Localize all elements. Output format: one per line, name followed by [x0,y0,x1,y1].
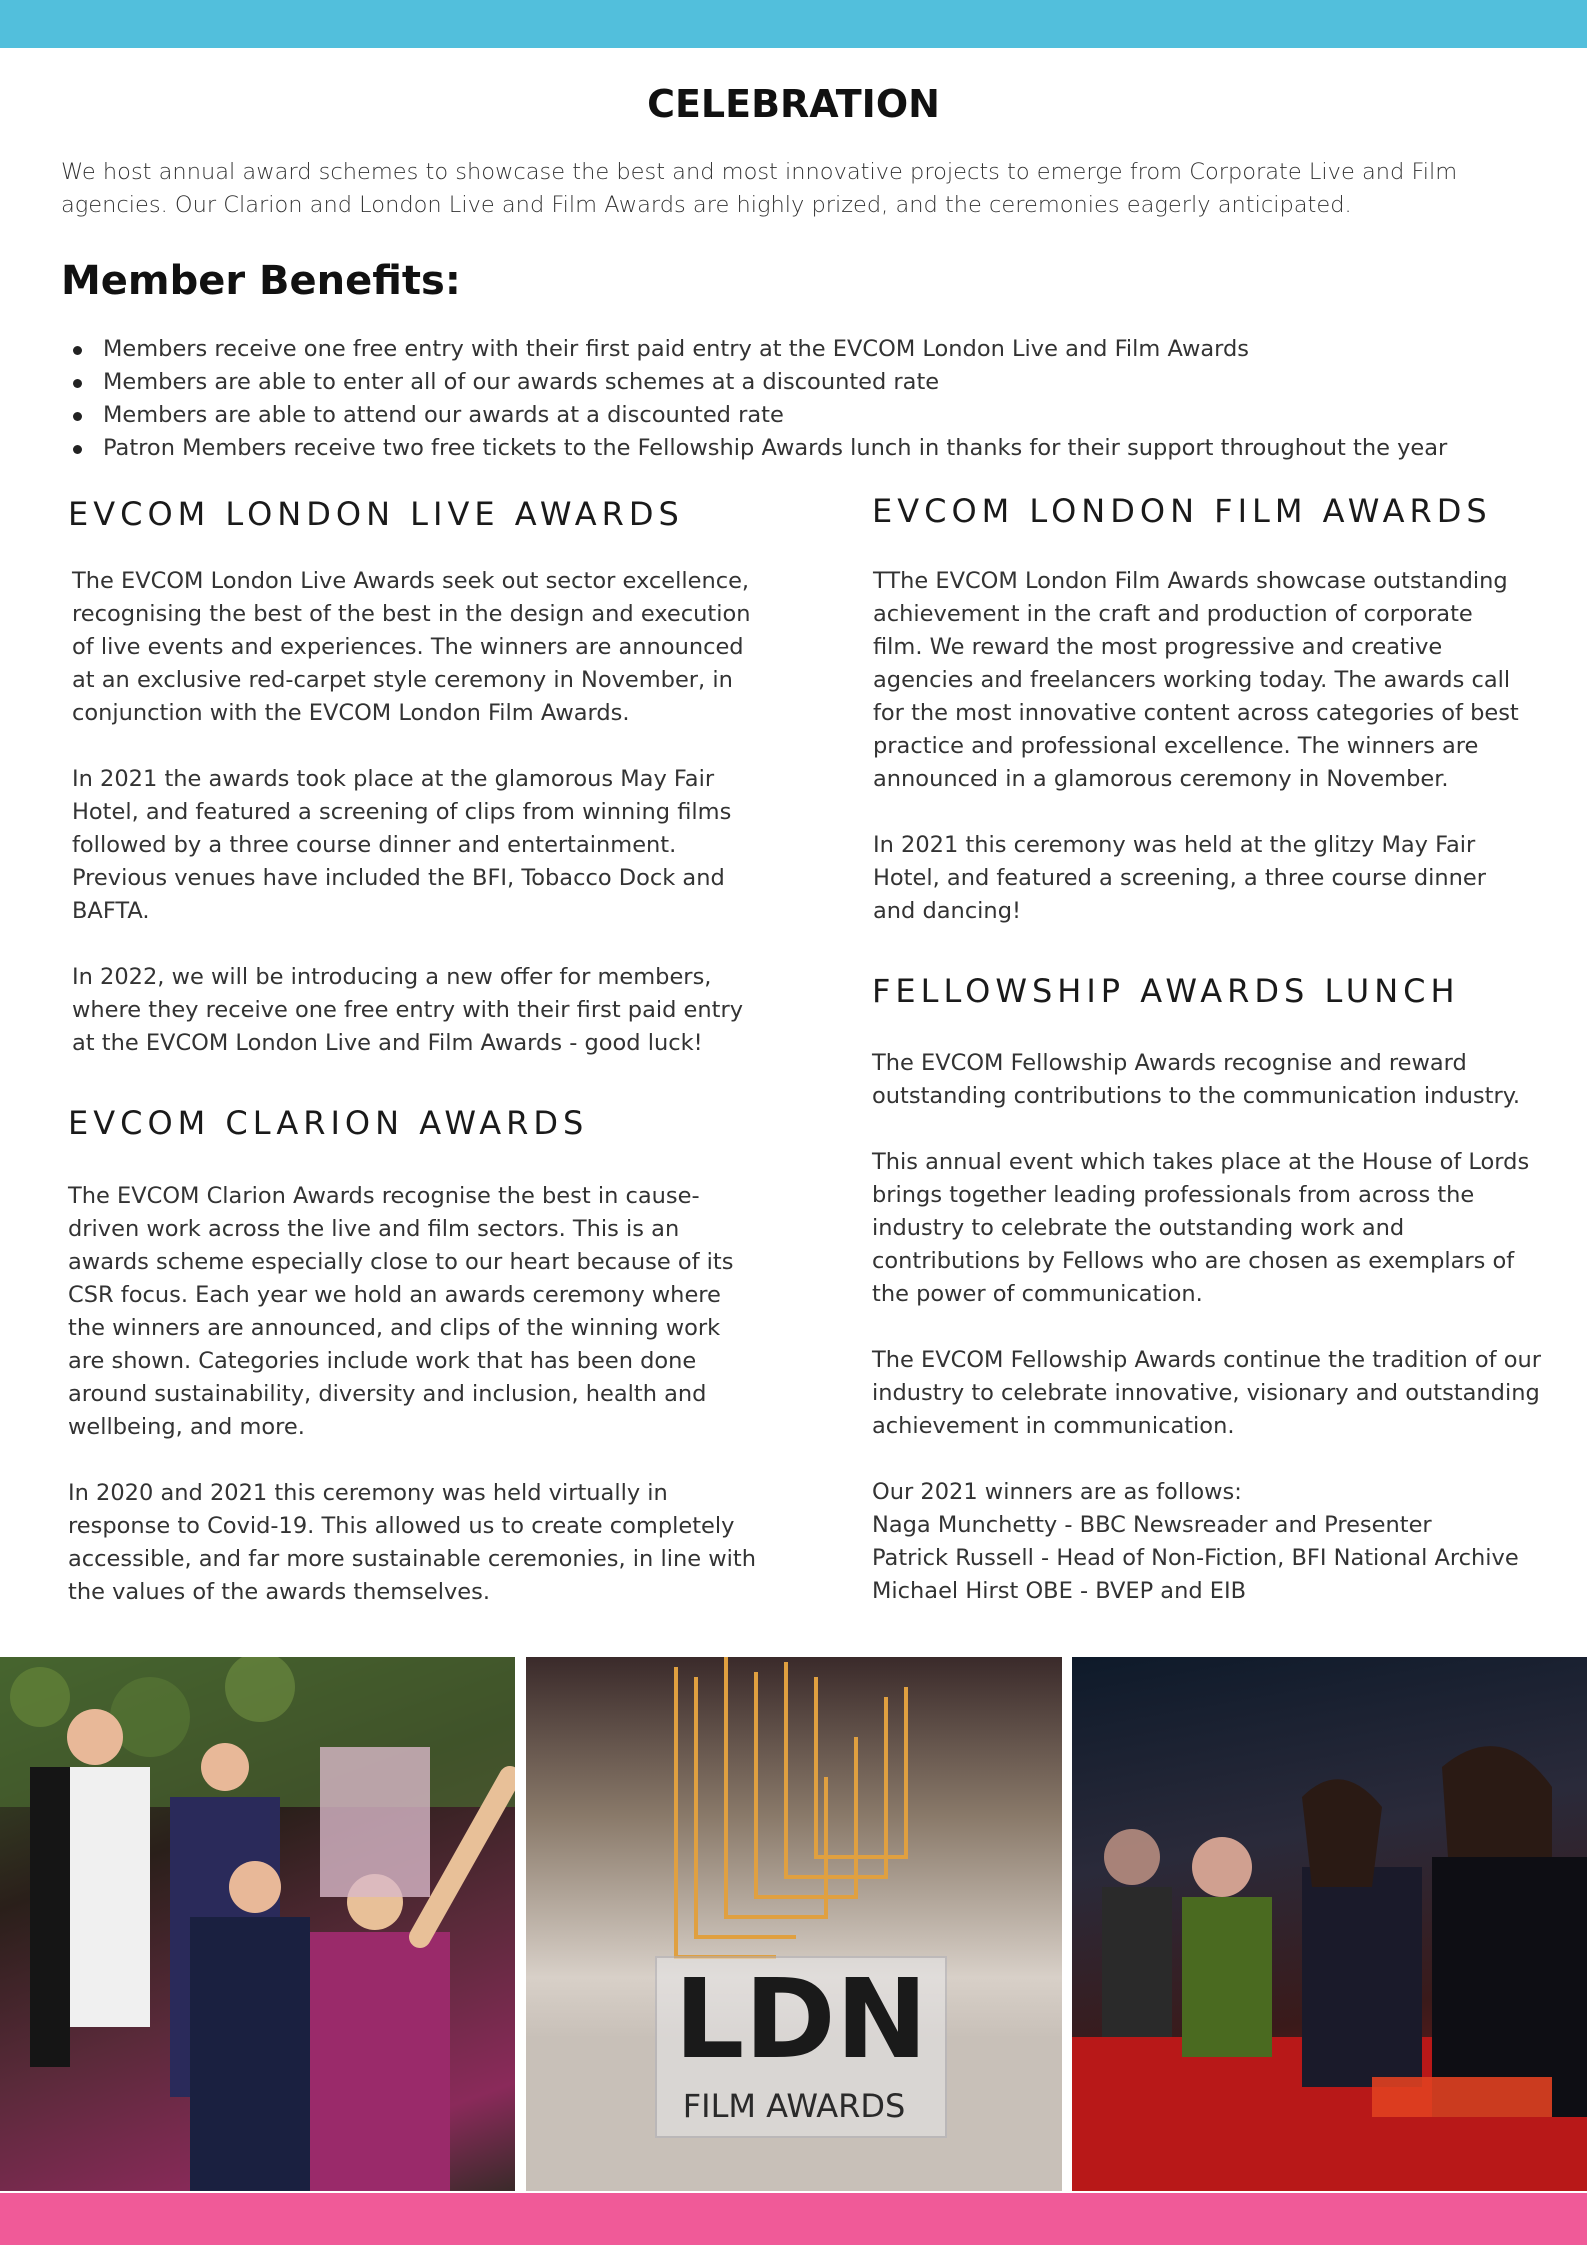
fellowship-text [872,1047,1542,1608]
top-color-bar [0,0,1587,48]
film-awards-paragraph: TThe EVCOM London Film Awards showcase outstanding achievement in the craft and production of corporate film. We reward the most progressive and creative agencies and freelancers working today. The awards call for the most innovative content across categories of best practice and professional excellence. The winners are announced in a glamorous ceremony in November. [873,568,1519,792]
cinema-photo-illustration [1072,1657,1587,2191]
winner-item: Naga Munchetty - BBC Newsreader and Presenter [872,1512,1432,1538]
benefit-item: Members are able to enter all of our awards schemes at a discounted rate [103,366,1543,399]
member-benefits-list [103,333,1543,465]
benefit-item: Patron Members receive two free tickets to the Fellowship Awards lunch in thanks for their support throughout the year [103,432,1543,465]
live-awards-paragraph: In 2021 the awards took place at the glamorous May Fair Hotel, and featured a screening of clips from winning films followed by a three course dinner and entertainment. Previous venues have included the BFI, Tobacco Dock and BAFTA. [72,766,732,924]
fellowship-paragraph: The EVCOM Fellowship Awards continue the tradition of our industry to celebrate innovative, visionary and outstanding achievement in communication. [872,1347,1541,1439]
benefit-item: Members receive one free entry with their first paid entry at the EVCOM London Live and Film Awards [103,333,1543,366]
live-awards-heading: EVCOM LONDON LIVE AWARDS [68,495,684,533]
live-awards-paragraph: The EVCOM London Live Awards seek out sector excellence, recognising the best of the best in the design and execution of live events and experiences. The winners are announced at an exclusive red-carpet style ceremony in November, in conjunction with the EVCOM London Film Awards. [72,568,751,726]
trophy-photo [526,1657,1062,2191]
winner-item: Michael Hirst OBE - BVEP and EIB [872,1578,1247,1604]
trophy-photo-illustration [526,1657,1062,2191]
winner-item: Patrick Russell - Head of Non-Fiction, BFI National Archive [872,1545,1519,1571]
party-photo-illustration [0,1657,515,2191]
clarion-awards-text [68,1180,758,1609]
trophy-label: FILM AWARDS [682,2087,906,2125]
live-awards-paragraph: In 2022, we will be introducing a new offer for members, where they receive one free entry with their first paid entry at the EVCOM London Live and Film Awards - good luck! [72,964,744,1056]
clarion-awards-paragraph: In 2020 and 2021 this ceremony was held virtually in response to Covid-19. This allowed us to create completely accessible, and far more sustainable ceremonies, in line with the values of the awards themselves. [68,1480,756,1605]
benefit-item: Members are able to attend our awards at a discounted rate [103,399,1543,432]
live-awards-text [72,565,752,1060]
fellowship-paragraph: The EVCOM Fellowship Awards recognise and reward outstanding contributions to the communication industry. [872,1050,1520,1109]
clarion-awards-heading: EVCOM CLARION AWARDS [68,1104,589,1142]
clarion-awards-paragraph: The EVCOM Clarion Awards recognise the best in cause-driven work across the live and film sectors. This is an awards scheme especially close to our heart because of its CSR focus. Each year we hold an awards ceremony where the winners are announced, and clips of the winning work are shown. Categories include work that has been done around sustainability, diversity and inclusion, health and wellbeing, and more. [68,1183,734,1440]
film-awards-heading: EVCOM LONDON FILM AWARDS [872,492,1492,530]
fellowship-winners [872,1476,1542,1608]
bottom-color-bar [0,2193,1587,2245]
film-awards-text [873,565,1523,928]
page-title: CELEBRATION [647,82,940,126]
intro-paragraph: We host annual award schemes to showcase the best and most innovative projects to emerge from Corporate Live and Film agencies. Our Clarion and London Live and Film Awards are highly prized, and the ceremonies eagerly anticipated. [61,159,1458,218]
fellowship-heading: FELLOWSHIP AWARDS LUNCH [872,972,1460,1010]
trophy-letters: LDN [674,1955,928,2083]
winners-intro: Our 2021 winners are as follows: [872,1479,1242,1505]
film-awards-paragraph: In 2021 this ceremony was held at the glitzy May Fair Hotel, and featured a screening, a three course dinner and dancing! [873,832,1487,924]
fellowship-paragraph: This annual event which takes place at the House of Lords brings together leading professionals from across the industry to celebrate the outstanding work and contributions by Fellows who are chosen as exemplars of the power of communication. [872,1149,1530,1307]
cinema-photo [1072,1657,1587,2191]
member-benefits-heading: Member Benefits: [61,258,461,304]
party-photo [0,1657,515,2191]
